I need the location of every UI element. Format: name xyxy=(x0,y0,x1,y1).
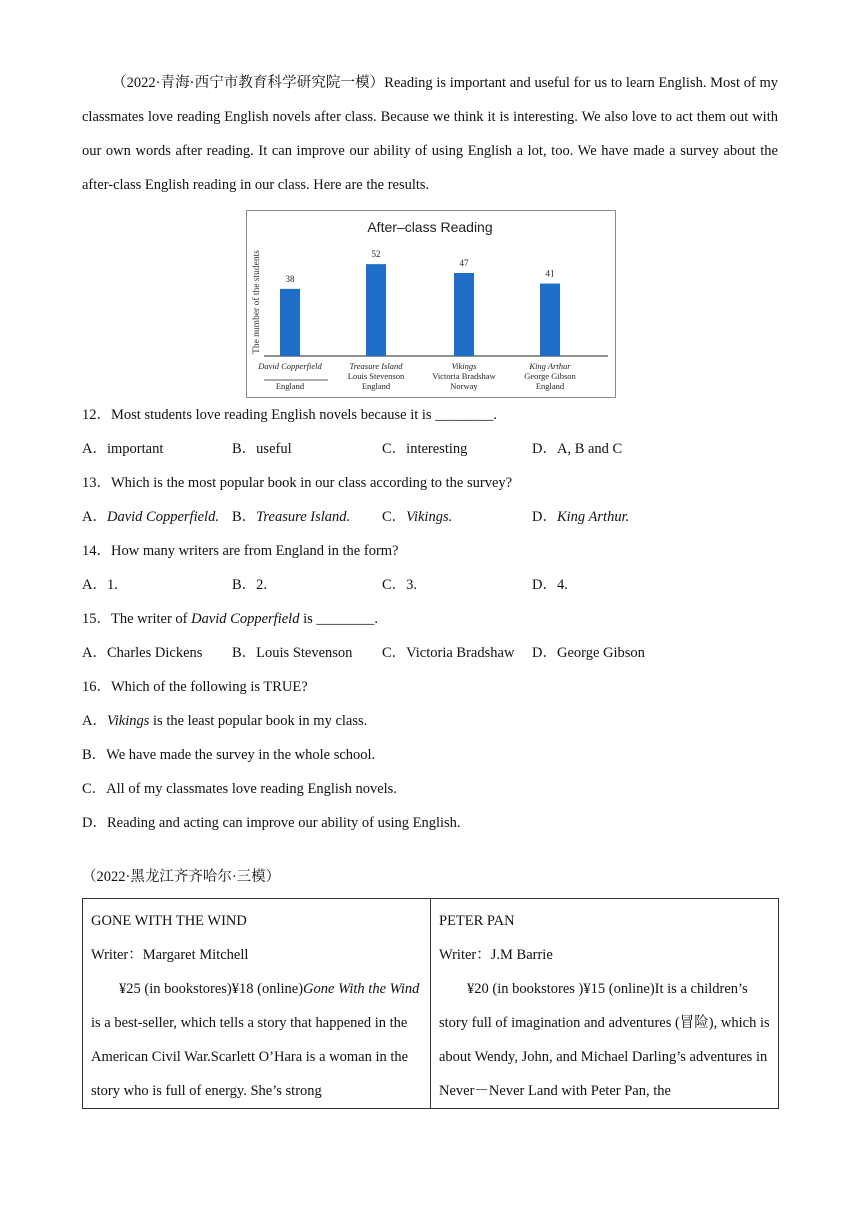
book-writer: Writer：Margaret Mitchell xyxy=(91,947,249,963)
book-writer: Writer：J.M Barrie xyxy=(439,947,553,963)
country-label-0: England xyxy=(275,381,305,391)
option-a[interactable]: A．1. xyxy=(82,577,118,593)
stem-book-title: David Copperfield xyxy=(191,611,300,627)
option-label: B． xyxy=(82,747,107,763)
bar-3 xyxy=(540,284,560,356)
options-row xyxy=(82,568,778,602)
option-label: D． xyxy=(82,815,107,831)
option-b[interactable]: B．useful xyxy=(232,441,292,457)
passage-intro xyxy=(82,66,778,202)
question-stem: 13．Which is the most popular book in our class according to the survey? xyxy=(82,475,513,491)
options-row xyxy=(82,636,778,670)
option-text: Reading and acting can improve our ability of using English. xyxy=(106,815,461,831)
option-c[interactable] xyxy=(382,500,452,534)
passage-source: （2022·青海·西宁市教育科学研究院一模） xyxy=(112,75,385,91)
option-label: D． xyxy=(532,509,557,525)
chart-title: After–class Reading xyxy=(367,219,493,235)
book-cell-peter-pan xyxy=(431,899,779,1109)
passage2-source: （2022·黑龙江齐齐哈尔·三模） xyxy=(82,869,281,885)
author-label-2: Victoria Bradshaw xyxy=(432,371,496,381)
data-label-2: 47 xyxy=(459,257,469,268)
options-row xyxy=(82,432,778,466)
option-d[interactable]: D．George Gibson xyxy=(532,645,645,661)
book-name: Gone With the Wind xyxy=(303,981,420,997)
option-c[interactable] xyxy=(82,772,778,806)
stem-text: is ________. xyxy=(299,611,379,627)
questions xyxy=(82,398,778,840)
book-description: ¥20 (in bookstores )¥15 (online)It is a children’s story full of imagination and adventures (冒险), which is about Wendy, John, and Michael Darling’s adventures in Never－Never Land with Peter Pan, the xyxy=(439,981,770,1099)
page xyxy=(82,66,778,1109)
option-b[interactable]: B．Louis Stevenson xyxy=(232,645,353,661)
question-stem: 16．Which of the following is TRUE? xyxy=(82,679,308,695)
question-14 xyxy=(82,534,778,602)
bar-chart xyxy=(246,210,616,398)
book-title: PETER PAN xyxy=(439,913,515,929)
country-label-2: Norway xyxy=(450,381,478,391)
option-book-title: King Arthur. xyxy=(556,509,630,525)
option-a[interactable] xyxy=(82,500,219,534)
category-label-1: Treasure Island xyxy=(349,361,403,371)
option-label: A． xyxy=(82,509,107,525)
bar-1 xyxy=(366,264,386,356)
option-book-title: David Copperfield. xyxy=(106,509,219,525)
option-label: B． xyxy=(232,509,257,525)
book-title: GONE WITH THE WIND xyxy=(91,913,247,929)
option-a[interactable]: A．important xyxy=(82,441,164,457)
book-description xyxy=(91,972,422,1108)
question-stem: 14．How many writers are from England in the form? xyxy=(82,543,399,559)
data-label-1: 52 xyxy=(371,249,381,260)
book-body: is a best-seller, which tells a story that happened in the American Civil War.Scarlett O’Hara is a woman in the story who is full of energy. She’s strong xyxy=(91,1015,409,1099)
bar-0 xyxy=(280,289,300,356)
book-price: ¥25 (in bookstores)¥18 (online) xyxy=(119,981,304,997)
question-stem xyxy=(82,602,778,636)
option-book-title: Vikings xyxy=(106,713,150,729)
option-d[interactable] xyxy=(82,806,778,840)
passage-text: Reading is important and useful for us to learn English. Most of my classmates love reading English novels after class. Because we think it is interesting. We also love to act them out with our own words after reading. It can improve our ability of using English a lot, too. We have made a survey about the after-class English reading in our class. Here are the results. xyxy=(82,75,779,193)
option-a[interactable]: A．Charles Dickens xyxy=(82,645,203,661)
author-label-1: Louis Stevenson xyxy=(347,371,405,381)
stem-text: 15．The writer of xyxy=(82,611,192,627)
data-label-0: 38 xyxy=(285,273,295,284)
question-15 xyxy=(82,602,778,670)
option-book-title: Treasure Island. xyxy=(256,509,351,525)
option-b[interactable] xyxy=(82,738,778,772)
option-c[interactable]: C．Victoria Bradshaw xyxy=(382,645,515,661)
option-text: We have made the survey in the whole school. xyxy=(106,747,376,763)
option-b[interactable] xyxy=(232,500,350,534)
bar-2 xyxy=(454,273,474,356)
book-cell-gone-with-the-wind xyxy=(83,899,431,1109)
option-d[interactable] xyxy=(532,500,629,534)
option-d[interactable]: D．4. xyxy=(532,577,568,593)
country-label-1: England xyxy=(361,381,391,391)
option-label: C． xyxy=(82,781,107,797)
question-12 xyxy=(82,398,778,466)
data-label-3: 41 xyxy=(545,268,555,279)
question-13 xyxy=(82,466,778,534)
option-label: A． xyxy=(82,713,107,729)
bar-chart-figure xyxy=(246,210,616,398)
chart-y-label: The number of the students xyxy=(252,250,262,354)
option-label: C． xyxy=(382,509,407,525)
category-label-2: Vikings xyxy=(451,361,477,371)
option-c[interactable]: C．3. xyxy=(382,577,418,593)
author-label-3: George Gibson xyxy=(524,371,576,381)
option-a[interactable] xyxy=(82,704,778,738)
option-b[interactable]: B．2. xyxy=(232,577,268,593)
option-book-title: Vikings. xyxy=(406,509,453,525)
category-label-3: King Arthur xyxy=(529,361,571,371)
book-table xyxy=(82,898,779,1109)
option-text: is the least popular book in my class. xyxy=(149,713,368,729)
category-label-0: David Copperfield xyxy=(258,361,322,371)
option-text: All of my classmates love reading English novels. xyxy=(106,781,397,797)
question-stem: 12．Most students love reading English novels because it is ________. xyxy=(82,407,497,423)
option-d[interactable]: D．A, B and C xyxy=(532,441,623,457)
table-row xyxy=(83,899,779,1109)
country-label-3: England xyxy=(535,381,565,391)
question-16 xyxy=(82,670,778,840)
option-c[interactable]: C．interesting xyxy=(382,441,468,457)
options-row xyxy=(82,500,778,534)
